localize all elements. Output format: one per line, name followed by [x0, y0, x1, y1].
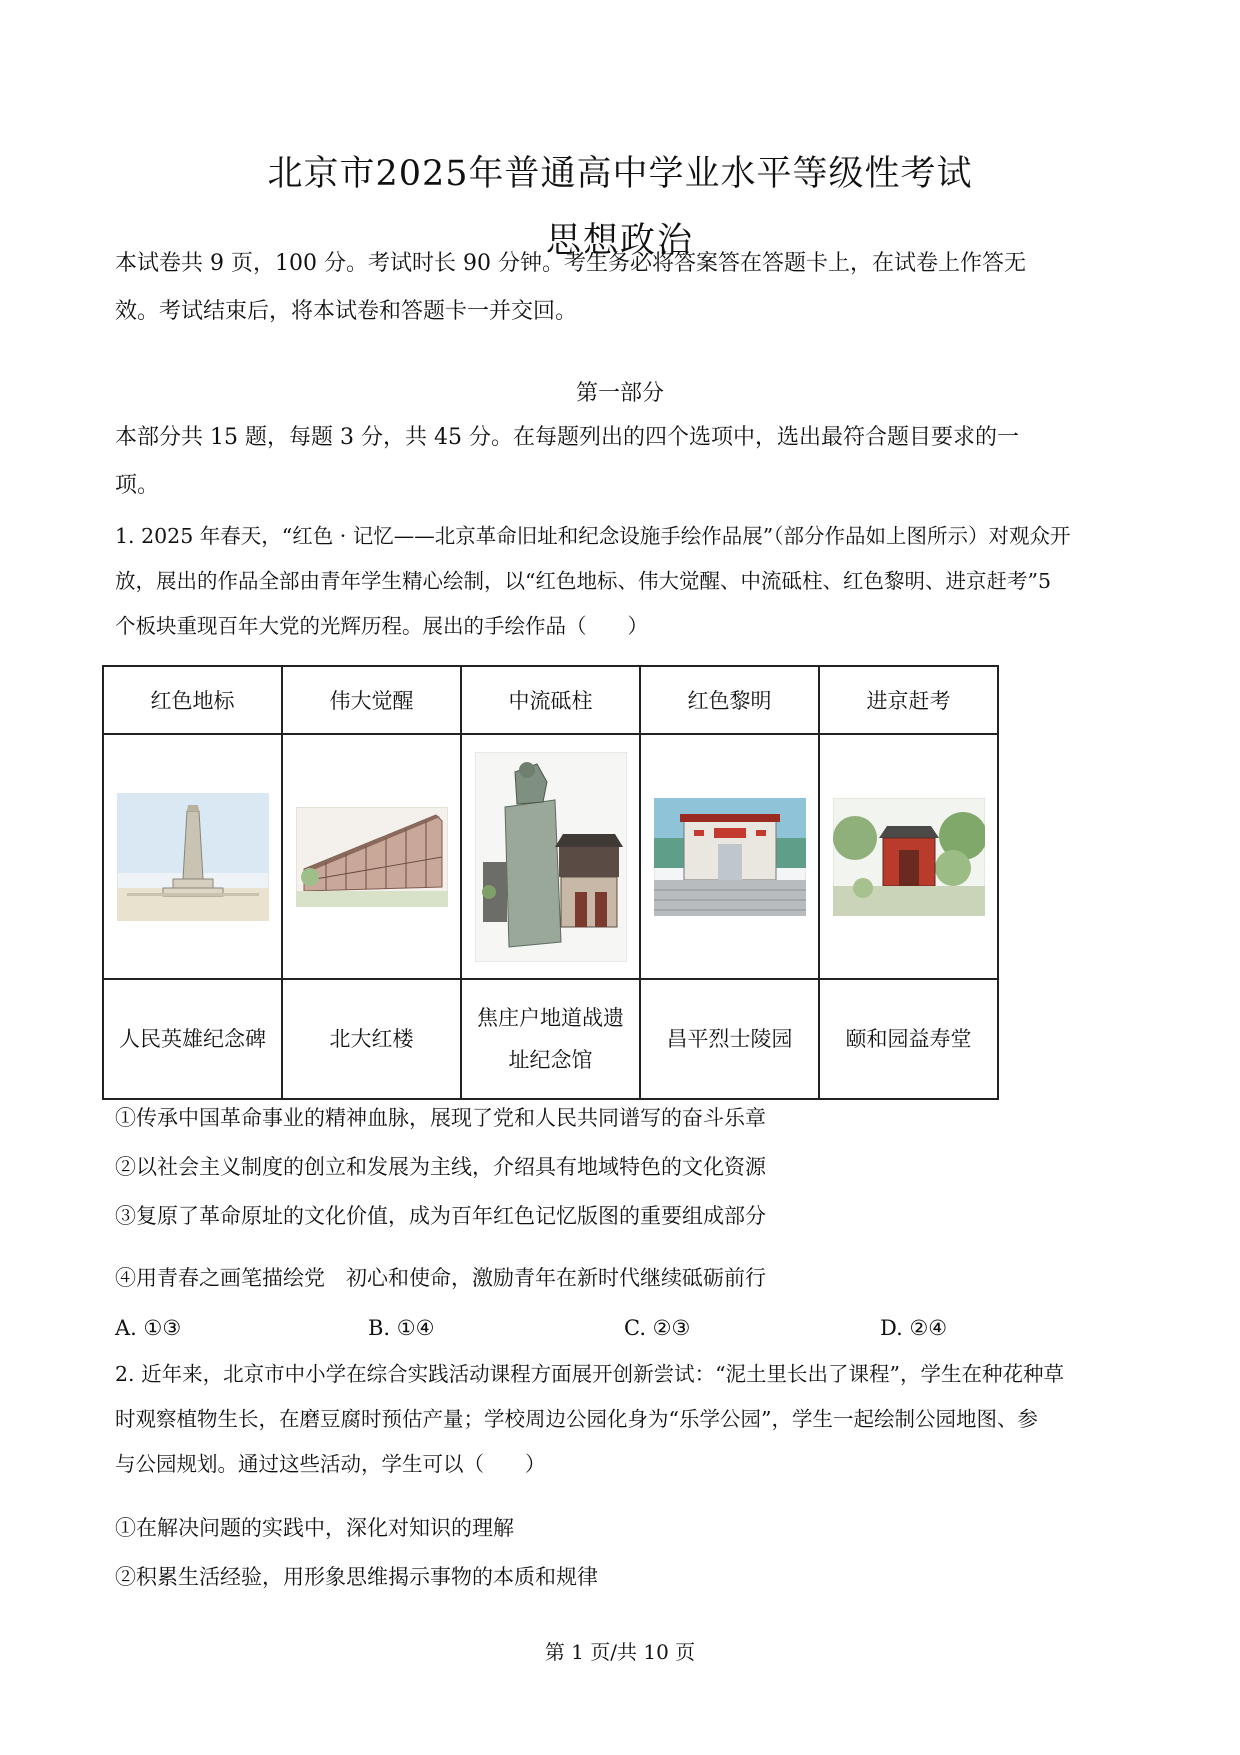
table-header-cell: 伟大觉醒: [282, 666, 461, 734]
question-1-choice-c[interactable]: C. ②③: [624, 1316, 691, 1340]
question-1-option: ③复原了革命原址的文化价值，成为百年红色记忆版图的重要组成部分: [115, 1204, 766, 1228]
table-image-cell: [282, 734, 461, 979]
part-title: 第一部分: [575, 381, 664, 406]
table-image-cell: [103, 734, 282, 979]
table-header-cell: 红色地标: [103, 666, 282, 734]
question-2-stem: [115, 1352, 1135, 1487]
table-name-cell: 人民英雄纪念碑: [103, 979, 282, 1099]
question-line: 1. 2025 年春天，“红色 · 记忆——北京革命旧址和纪念设施手绘作品展”（部分作品如上图所示）对观众开: [115, 524, 1071, 548]
instructions-line: 效。考试结束后，将本试卷和答题卡一并交回。: [115, 299, 578, 324]
question-1-option: ①传承中国革命事业的精神血脉，展现了党和人民共同谱写的奋斗乐章: [115, 1106, 766, 1130]
table-image-cell: [819, 734, 998, 979]
question-1-choice-d[interactable]: D. ②④: [880, 1316, 948, 1340]
table-image-row: [103, 734, 998, 979]
exhibition-table: [102, 665, 999, 1100]
question-line: 个板块重现百年大党的光辉历程。展出的手绘作品（ ）: [115, 614, 648, 638]
table-header-row: [103, 666, 998, 734]
table-name-row: [103, 979, 998, 1099]
statue-painting: [475, 752, 627, 962]
question-2-option: ②积累生活经验，用形象思维揭示事物的本质和规律: [115, 1565, 598, 1589]
question-line: 时观察植物生长，在磨豆腐时预估产量；学校周边公园化身为“乐学公园”，学生一起绘制公园地图、参: [115, 1407, 1038, 1431]
question-line: 放，展出的作品全部由青年学生精心绘制，以“红色地标、伟大觉醒、中流砥柱、红色黎明、进京赶考”5: [115, 569, 1052, 593]
memorial-gate-painting: [654, 798, 806, 916]
table-name-line: 址纪念馆: [508, 1048, 593, 1072]
instructions: [115, 240, 1130, 336]
exam-title: 北京市2025年普通高中学业水平等级性考试: [267, 154, 973, 194]
question-1-option: ②以社会主义制度的创立和发展为主线，介绍具有地域特色的文化资源: [115, 1155, 766, 1179]
red-building-painting: [296, 807, 448, 907]
table-name-cell: 北大红楼: [282, 979, 461, 1099]
page-number: 第 1 页/共 10 页: [544, 1640, 696, 1664]
table-header-cell: 中流砥柱: [461, 666, 640, 734]
question-1-choice-b[interactable]: B. ①④: [368, 1316, 435, 1340]
courtyard-painting: [833, 798, 985, 916]
part-description-line: 本部分共 15 题，每题 3 分，共 45 分。在每题列出的四个选项中，选出最符合题目要求的一: [115, 425, 1019, 450]
table-image-cell: [640, 734, 819, 979]
question-line: 与公园规划。通过这些活动，学生可以（ ）: [115, 1452, 546, 1476]
table-header-cell: 进京赶考: [819, 666, 998, 734]
question-1-option: ④用青春之画笔描绘党 初心和使命，激励青年在新时代继续砥砺前行: [115, 1266, 766, 1290]
table-name-line: 焦庄户地道战遗: [477, 1006, 624, 1030]
table-image-cell: [461, 734, 640, 979]
table-name-cell: [461, 979, 640, 1099]
exam-subject: 思想政治: [545, 221, 694, 261]
question-1-choice-a[interactable]: A. ①③: [115, 1316, 182, 1340]
table-name-cell: 颐和园益寿堂: [819, 979, 998, 1099]
table-header-cell: 红色黎明: [640, 666, 819, 734]
question-line: 2. 近年来，北京市中小学在综合实践活动课程方面展开创新尝试：“泥土里长出了课程”，学生在种花种草: [115, 1362, 1065, 1386]
question-2-option: ①在解决问题的实践中，深化对知识的理解: [115, 1516, 514, 1540]
instructions-line: 本试卷共 9 页，100 分。考试时长 90 分钟。考生务必将答案答在答题卡上，在试卷上作答无: [115, 251, 1026, 276]
table-name-cell: 昌平烈士陵园: [640, 979, 819, 1099]
part-description: [115, 414, 1130, 510]
question-1-stem: [115, 514, 1135, 649]
part-description-line: 项。: [115, 473, 160, 498]
monument-painting: [117, 793, 269, 921]
